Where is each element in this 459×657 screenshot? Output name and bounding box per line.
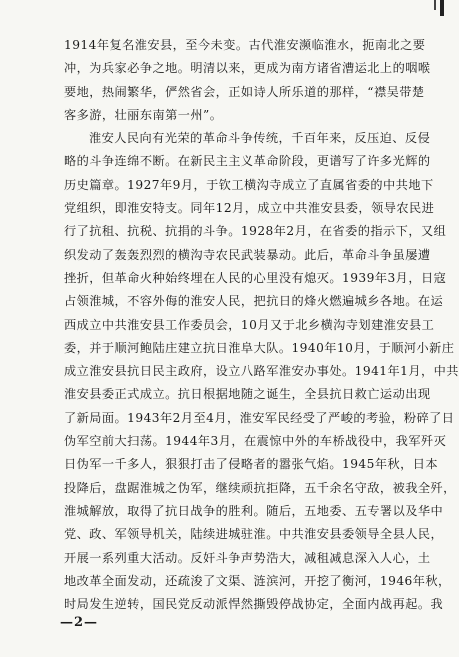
text-line: 冲，为兵家必争之地。明清以来，更成为南方诸省漕运北上的咽喉	[64, 61, 431, 76]
text-line: 淮城解放，取得了抗日战争的胜利。随后，五地委、五专署以及华中	[64, 503, 444, 518]
text-line: 了新局面。1943年2月至4月，淮安军民经受了严峻的考验，粉碎了日	[64, 410, 455, 425]
text-line: 委，并于顺河鲍陆庄建立抗日淮阜大队。1940年10月，于顺河小新庄	[64, 340, 455, 355]
text-line: 淮安县委正式成立。抗日根据地随之诞生，全县抗日救亡运动出现	[64, 387, 431, 402]
text-line: 投降后，盘踞淮城之伪军，继续顽抗拒降，五千余名守敌，被我全歼，	[64, 480, 456, 495]
text-line: 1914年复名淮安县，至今未变。古代淮安濒临淮水，扼南北之要	[64, 38, 426, 52]
scan-edge-mark	[434, 0, 436, 10]
text-line: 行了抗租、抗税、抗捐的斗争。1928年2月，在省委的指示下，又组	[64, 224, 447, 239]
text-line: 略的斗争连绵不断。在新民主主义革命阶段，更谱写了许多光辉的	[64, 154, 431, 169]
text-line: 成立淮安县抗日民主政府，设立八路军淮安办事处。1941年1月，中共	[64, 364, 459, 379]
text-line: 伪军空前大扫荡。1944年3月，在震惊中外的车桥战役中，我军歼灭	[64, 434, 447, 449]
text-line: 织发动了轰轰烈烈的横沟寺农民武装暴动。此后，革命斗争虽屡遭	[64, 247, 431, 262]
page-number: —2—	[60, 615, 99, 630]
body-text	[64, 34, 459, 616]
text-line: 挫折，但革命火种始终埋在人民的心里没有熄灭。1939年3月，日寇	[64, 270, 447, 285]
scan-edge-mark	[440, 0, 444, 16]
text-line: 占领淮城，不容外侮的淮安人民，把抗日的烽火燃遍城乡各地。在运	[64, 294, 444, 309]
text-line: 开展一系列重大活动。反奸斗争声势浩大，减租减息深入人心，土	[64, 550, 431, 565]
text-line: 历史篇章。1927年9月，于钦工横沟寺成立了直属省委的中共地下	[64, 177, 434, 192]
text-line: 党组织，即淮安特支。同年12月，成立中共淮安县委，领导农民进	[64, 201, 435, 216]
text-line: 淮安人民向有光荣的革命斗争传统，千百年来，反压迫、反侵	[89, 131, 431, 146]
text-line: 时局发生逆转，国民党反动派悍然撕毁停战协定，全面内战再起。我	[64, 597, 444, 612]
text-line: 西成立中共淮安县工作委员会，10月又于北乡横沟寺划建淮安县工	[64, 317, 435, 332]
text-line: 客多游，壮丽东南第一州”。	[64, 107, 223, 122]
text-line: 党、政、军领导机关，陆续进城驻淮。中共淮安县委领导全县人民，	[64, 527, 444, 542]
text-line: 地改革全面发动，还疏浚了文渠、涟滨河，开挖了衡河，1946年秋，	[64, 573, 451, 588]
text-line: 日伪军一千多人，狠狠打击了侵略者的嚣张气焰。1945年秋，日本	[64, 457, 439, 472]
text-line: 要地，热闹繁华，俨然省会，正如诗人所乐道的那样，“襟吴带楚	[64, 84, 425, 99]
